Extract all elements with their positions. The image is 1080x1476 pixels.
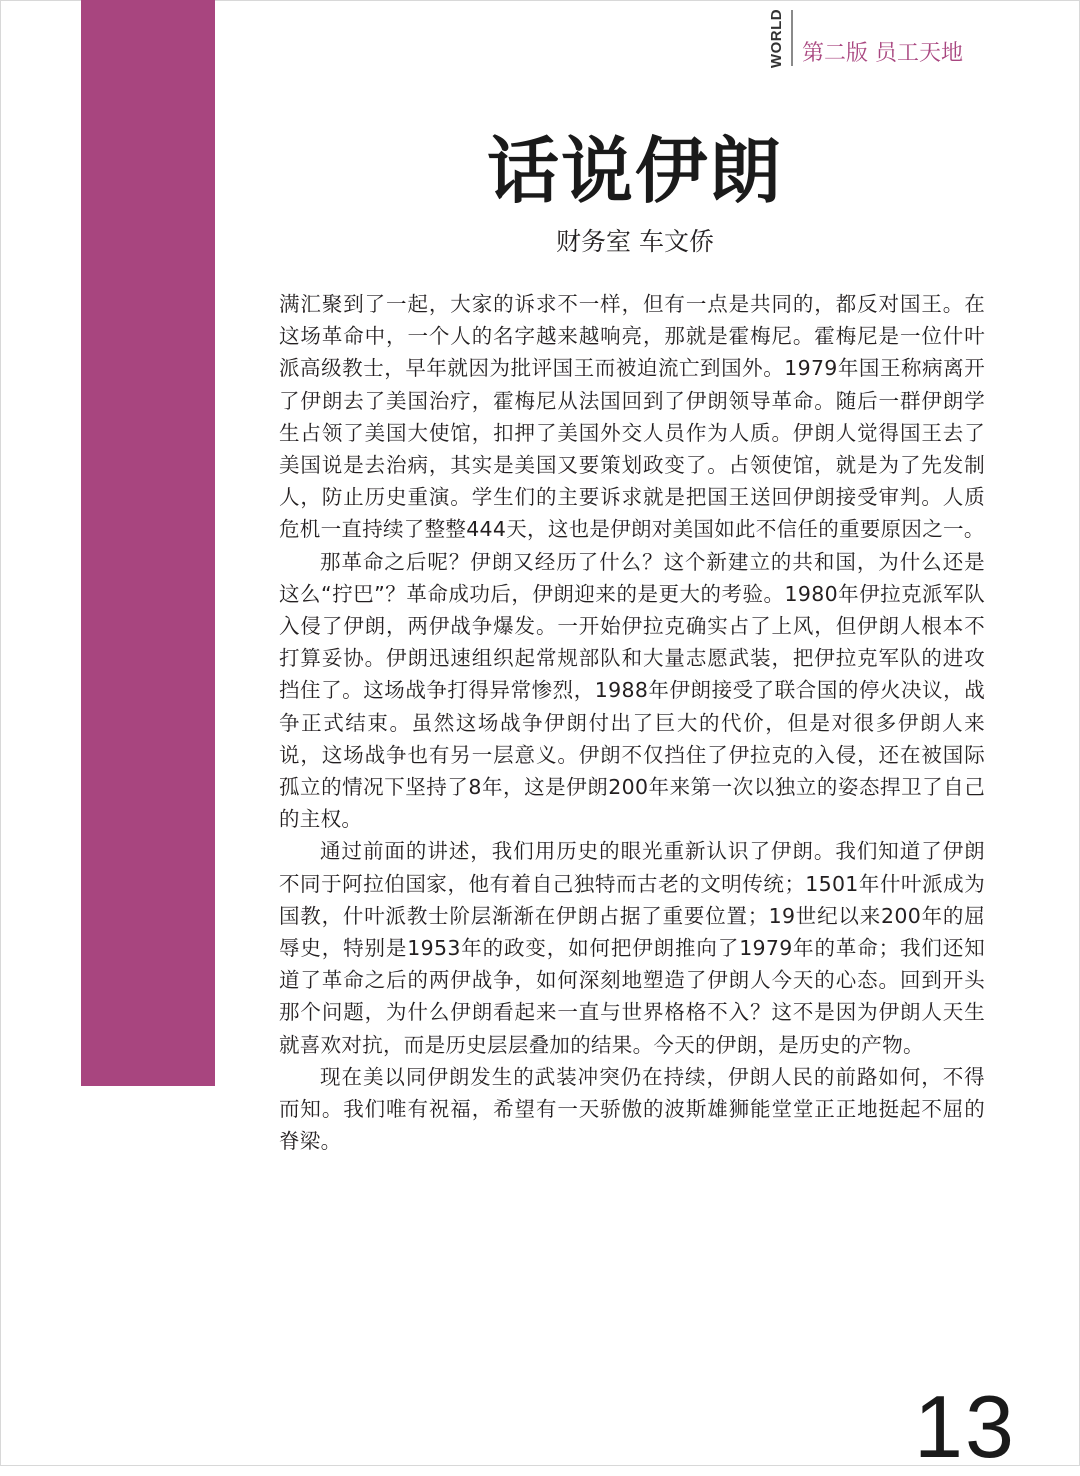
paragraph: 那革命之后呢？伊朗又经历了什么？这个新建立的共和国，为什么还是这么“拧巴”？革命成功后，伊朗迎来的是更大的考验。1980年伊拉克派军队入侵了伊朗，两伊战争爆发。一开始伊拉克确实占了上风，但伊朗人根本不打算妥协。伊朗迅速组织起常规部队和大量志愿武装，把伊拉克军队的进攻挡住了。这场战争打得异常惨烈，1988年伊朗接受了联合国的停火决议，战争正式结束。虽然这场战争伊朗付出了巨大的代价，但是对很多伊朗人来说，这场战争也有另一层意义。伊朗不仅挡住了伊拉克的入侵，还在被国际孤立的情况下坚持了8年，这是伊朗200年来第一次以独立的姿态捍卫了自己的主权。 [279,549,985,832]
paragraph: 现在美以同伊朗发生的武装冲突仍在持续，伊朗人民的前路如何，不得而知。我们唯有祝福，希望有一天骄傲的波斯雄狮能堂堂正正地挺起不屈的脊梁。 [279,1064,985,1154]
page-number: 13 [914,1377,1016,1476]
article-body [279,288,985,1157]
world-label [762,8,792,68]
accent-sidebar [81,0,215,1086]
section-label: 第二版 员工天地 [802,41,963,66]
world-label-text: WORLD [768,8,786,68]
paragraph: 通过前面的讲述，我们用历史的眼光重新认识了伊朗。我们知道了伊朗不同于阿拉伯国家，他有着自己独特而古老的文明传统；1501年什叶派成为国教，什叶派教士阶层渐渐在伊朗占据了重要位置；19世纪以来200年的屈辱史，特别是1953年的政变，如何把伊朗推向了1979年的革命；我们还知道了革命之后的两伊战争，如何深刻地塑造了伊朗人今天的心态。回到开头那个问题，为什么伊朗看起来一直与世界格格不入？这不是因为伊朗人天生就喜欢对抗，而是历史层层叠加的结果。今天的伊朗，是历史的产物。 [279,839,985,1057]
header-divider [791,10,793,66]
article-byline: 财务室 车文侨 [556,227,714,256]
paragraph: 满汇聚到了一起，大家的诉求不一样，但有一点是共同的，都反对国王。在这场革命中，一个人的名字越来越响亮，那就是霍梅尼。霍梅尼是一位什叶派高级教士，早年就因为批评国王而被迫流亡到国外。1979年国王称病离开了伊朗去了美国治疗，霍梅尼从法国回到了伊朗领导革命。随后一群伊朗学生占领了美国大使馆，扣押了美国外交人员作为人质。伊朗人觉得国王去了美国说是去治病，其实是美国又要策划政变了。占领使馆，就是为了先发制人，防止历史重演。学生们的主要诉求就是把国王送回伊朗接受审判。人质危机一直持续了整整444天，这也是伊朗对美国如此不信任的重要原因之一。 [279,292,985,542]
article-title: 话说伊朗 [486,129,783,213]
